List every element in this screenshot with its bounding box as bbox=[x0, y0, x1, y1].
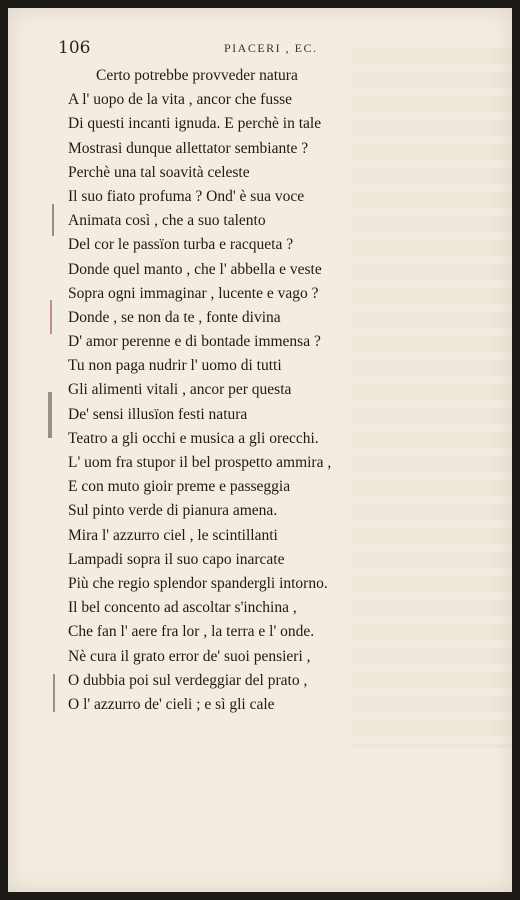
verse-line: Sopra ogni immaginar , lucente e vago ? bbox=[68, 284, 319, 302]
verse-line: Il bel concento ad ascoltar s'inchina , bbox=[68, 599, 297, 617]
verse-line: De' sensi illusïon festi natura bbox=[68, 405, 248, 423]
verse-line: Certo potrebbe provveder natura bbox=[96, 67, 298, 84]
margin-pencil-mark bbox=[48, 392, 52, 438]
book-page bbox=[8, 8, 512, 892]
verse-line: A l' uopo de la vita , ancor che fusse bbox=[68, 91, 293, 109]
page-number: 106 bbox=[58, 38, 91, 58]
verse-line: Del cor le passïon turba e racqueta ? bbox=[68, 236, 294, 254]
verse-block bbox=[68, 64, 331, 717]
verse-line: Mira l' azzurro ciel , le scintillanti bbox=[68, 526, 278, 544]
verse-line: D' amor perenne e di bontade immensa ? bbox=[68, 333, 321, 351]
verse-line: Donde quel manto , che l' abbella e veste bbox=[68, 260, 322, 278]
verse-line: Il suo fiato profuma ? Ond' è sua voce bbox=[68, 187, 305, 205]
verse-line: O dubbia poi sul verdeggiar del prato , bbox=[68, 671, 308, 689]
margin-pencil-mark bbox=[50, 300, 52, 334]
show-through-text bbox=[352, 48, 512, 748]
verse-line: L' uom fra stupor il bel prospetto ammira , bbox=[68, 454, 332, 471]
verse-line: Lampadi sopra il suo capo inarcate bbox=[68, 550, 285, 568]
verse-line: Perchè una tal soavità celeste bbox=[68, 163, 250, 181]
verse-line: Animata così , che a suo talento bbox=[68, 212, 266, 230]
margin-pencil-mark bbox=[52, 204, 54, 236]
verse-line: Mostrasi dunque allettator sembiante ? bbox=[68, 139, 309, 157]
running-head: PIACERI , EC. bbox=[224, 41, 318, 55]
verse-line: Più che regio splendor spandergli intorno. bbox=[68, 574, 328, 592]
verse-line: Teatro a gli occhi e musica a gli orecchi. bbox=[68, 429, 319, 447]
verse-line: Nè cura il grato error de' suoi pensieri , bbox=[68, 647, 311, 665]
verse-line: Di questi incanti ignuda. E perchè in tale bbox=[68, 115, 322, 133]
verse-line: Donde , se non da te , fonte divina bbox=[68, 308, 281, 326]
verse-line: Che fan l' aere fra lor , la terra e l' onde. bbox=[68, 623, 315, 641]
verse-line: O l' azzurro de' cieli ; e sì gli cale bbox=[68, 695, 275, 713]
verse-line: E con muto gioir preme e passeggia bbox=[68, 478, 291, 496]
page-header bbox=[8, 38, 512, 62]
verse-line: Gli alimenti vitali , ancor per questa bbox=[68, 381, 292, 399]
verse-line: Sul pinto verde di pianura amena. bbox=[68, 502, 278, 520]
margin-pencil-mark bbox=[53, 674, 55, 712]
verse-line: Tu non paga nudrir l' uomo di tutti bbox=[68, 357, 282, 375]
